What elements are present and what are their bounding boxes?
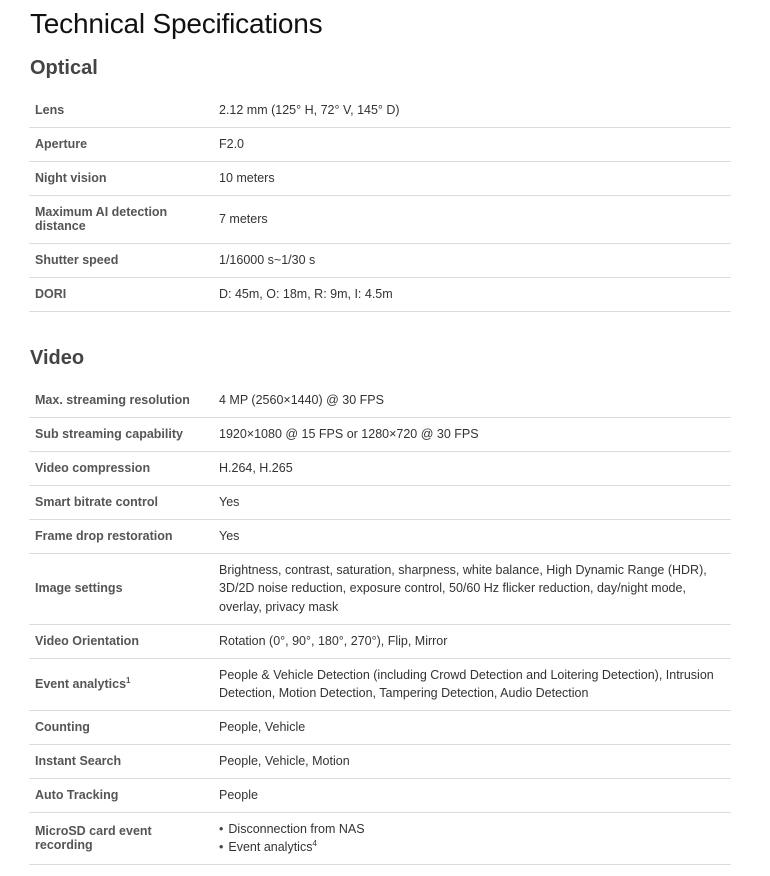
spec-label: Video Orientation [29, 624, 213, 658]
spec-row-smart-bitrate [29, 485, 731, 519]
spec-value: Rotation (0°, 90°, 180°, 270°), Flip, Mirror [213, 624, 731, 658]
bullet-text: Disconnection from NAS [228, 821, 365, 836]
spec-row-image-settings [29, 553, 731, 624]
spec-value: Brightness, contrast, saturation, sharpness, white balance, High Dynamic Range (HDR), 3D/2D noise reduction, exposure control, 50/60 Hz flicker reduction, day/night mode, overlay, privacy mask [213, 553, 731, 624]
spec-value: 10 meters [213, 161, 731, 195]
spec-value: 4 MP (2560×1440) @ 30 FPS [213, 383, 731, 417]
spec-value: F2.0 [213, 127, 731, 161]
spec-label: Sub streaming capability [29, 417, 213, 451]
spec-label: MicroSD card event recording [29, 812, 213, 864]
spec-label: Shutter speed [29, 243, 213, 277]
spec-row-auto-tracking [29, 778, 731, 812]
footnote-marker: 1 [126, 675, 131, 685]
spec-label: Instant Search [29, 744, 213, 778]
spec-value: People [213, 778, 731, 812]
spec-row-video-compression [29, 451, 731, 485]
spec-row-frame-drop [29, 519, 731, 553]
spec-label: Video compression [29, 451, 213, 485]
spec-row-instant-search [29, 744, 731, 778]
spec-row-event-analytics [29, 658, 731, 710]
spec-label: Max. streaming resolution [29, 383, 213, 417]
spec-label: Smart bitrate control [29, 485, 213, 519]
spec-value: People & Vehicle Detection (including Crowd Detection and Loitering Detection), Intrusion Detection, Motion Detection, Tampering Detection, Audio Detection [213, 658, 731, 710]
optical-spec-table [29, 93, 731, 312]
section-title-optical: Optical [30, 57, 98, 79]
bullet-item [219, 820, 725, 839]
spec-label: DORI [29, 277, 213, 311]
spec-value: 2.12 mm (125° H, 72° V, 145° D) [213, 93, 731, 127]
spec-row-counting [29, 710, 731, 744]
spec-value: D: 45m, O: 18m, R: 9m, I: 4.5m [213, 277, 731, 311]
spec-value: People, Vehicle [213, 710, 731, 744]
spec-value: 1/16000 s~1/30 s [213, 243, 731, 277]
page-title: Technical Specifications [30, 8, 323, 39]
spec-label: Night vision [29, 161, 213, 195]
bullet-item [219, 838, 725, 857]
spec-row-max-streaming-resolution [29, 383, 731, 417]
spec-row-lens [29, 93, 731, 127]
spec-row-dori [29, 277, 731, 311]
spec-row-sub-streaming [29, 417, 731, 451]
section-title-video: Video [30, 347, 85, 369]
spec-label-text: Event analytics [35, 676, 127, 691]
spec-label: Aperture [29, 127, 213, 161]
spec-label: Frame drop restoration [29, 519, 213, 553]
spec-label: Lens [29, 93, 213, 127]
spec-row-ai-detection-distance [29, 195, 731, 243]
bullet-text: Event analytics [228, 840, 313, 854]
spec-value: Yes [213, 519, 731, 553]
spec-value: 7 meters [213, 195, 731, 243]
spec-value [213, 812, 731, 864]
spec-value: H.264, H.265 [213, 451, 731, 485]
spec-label: Image settings [29, 553, 213, 624]
spec-label: Auto Tracking [29, 778, 213, 812]
spec-row-microsd-event-recording [29, 812, 731, 864]
video-spec-table [29, 383, 731, 865]
spec-row-video-orientation [29, 624, 731, 658]
bullet-list [219, 820, 725, 857]
footnote-marker: 4 [312, 838, 317, 848]
spec-row-night-vision [29, 161, 731, 195]
spec-label: Maximum AI detection distance [29, 195, 213, 243]
spec-label: Counting [29, 710, 213, 744]
spec-value: Yes [213, 485, 731, 519]
spec-label [29, 658, 213, 710]
spec-row-shutter-speed [29, 243, 731, 277]
spec-row-aperture [29, 127, 731, 161]
spec-value: 1920×1080 @ 15 FPS or 1280×720 @ 30 FPS [213, 417, 731, 451]
spec-value: People, Vehicle, Motion [213, 744, 731, 778]
